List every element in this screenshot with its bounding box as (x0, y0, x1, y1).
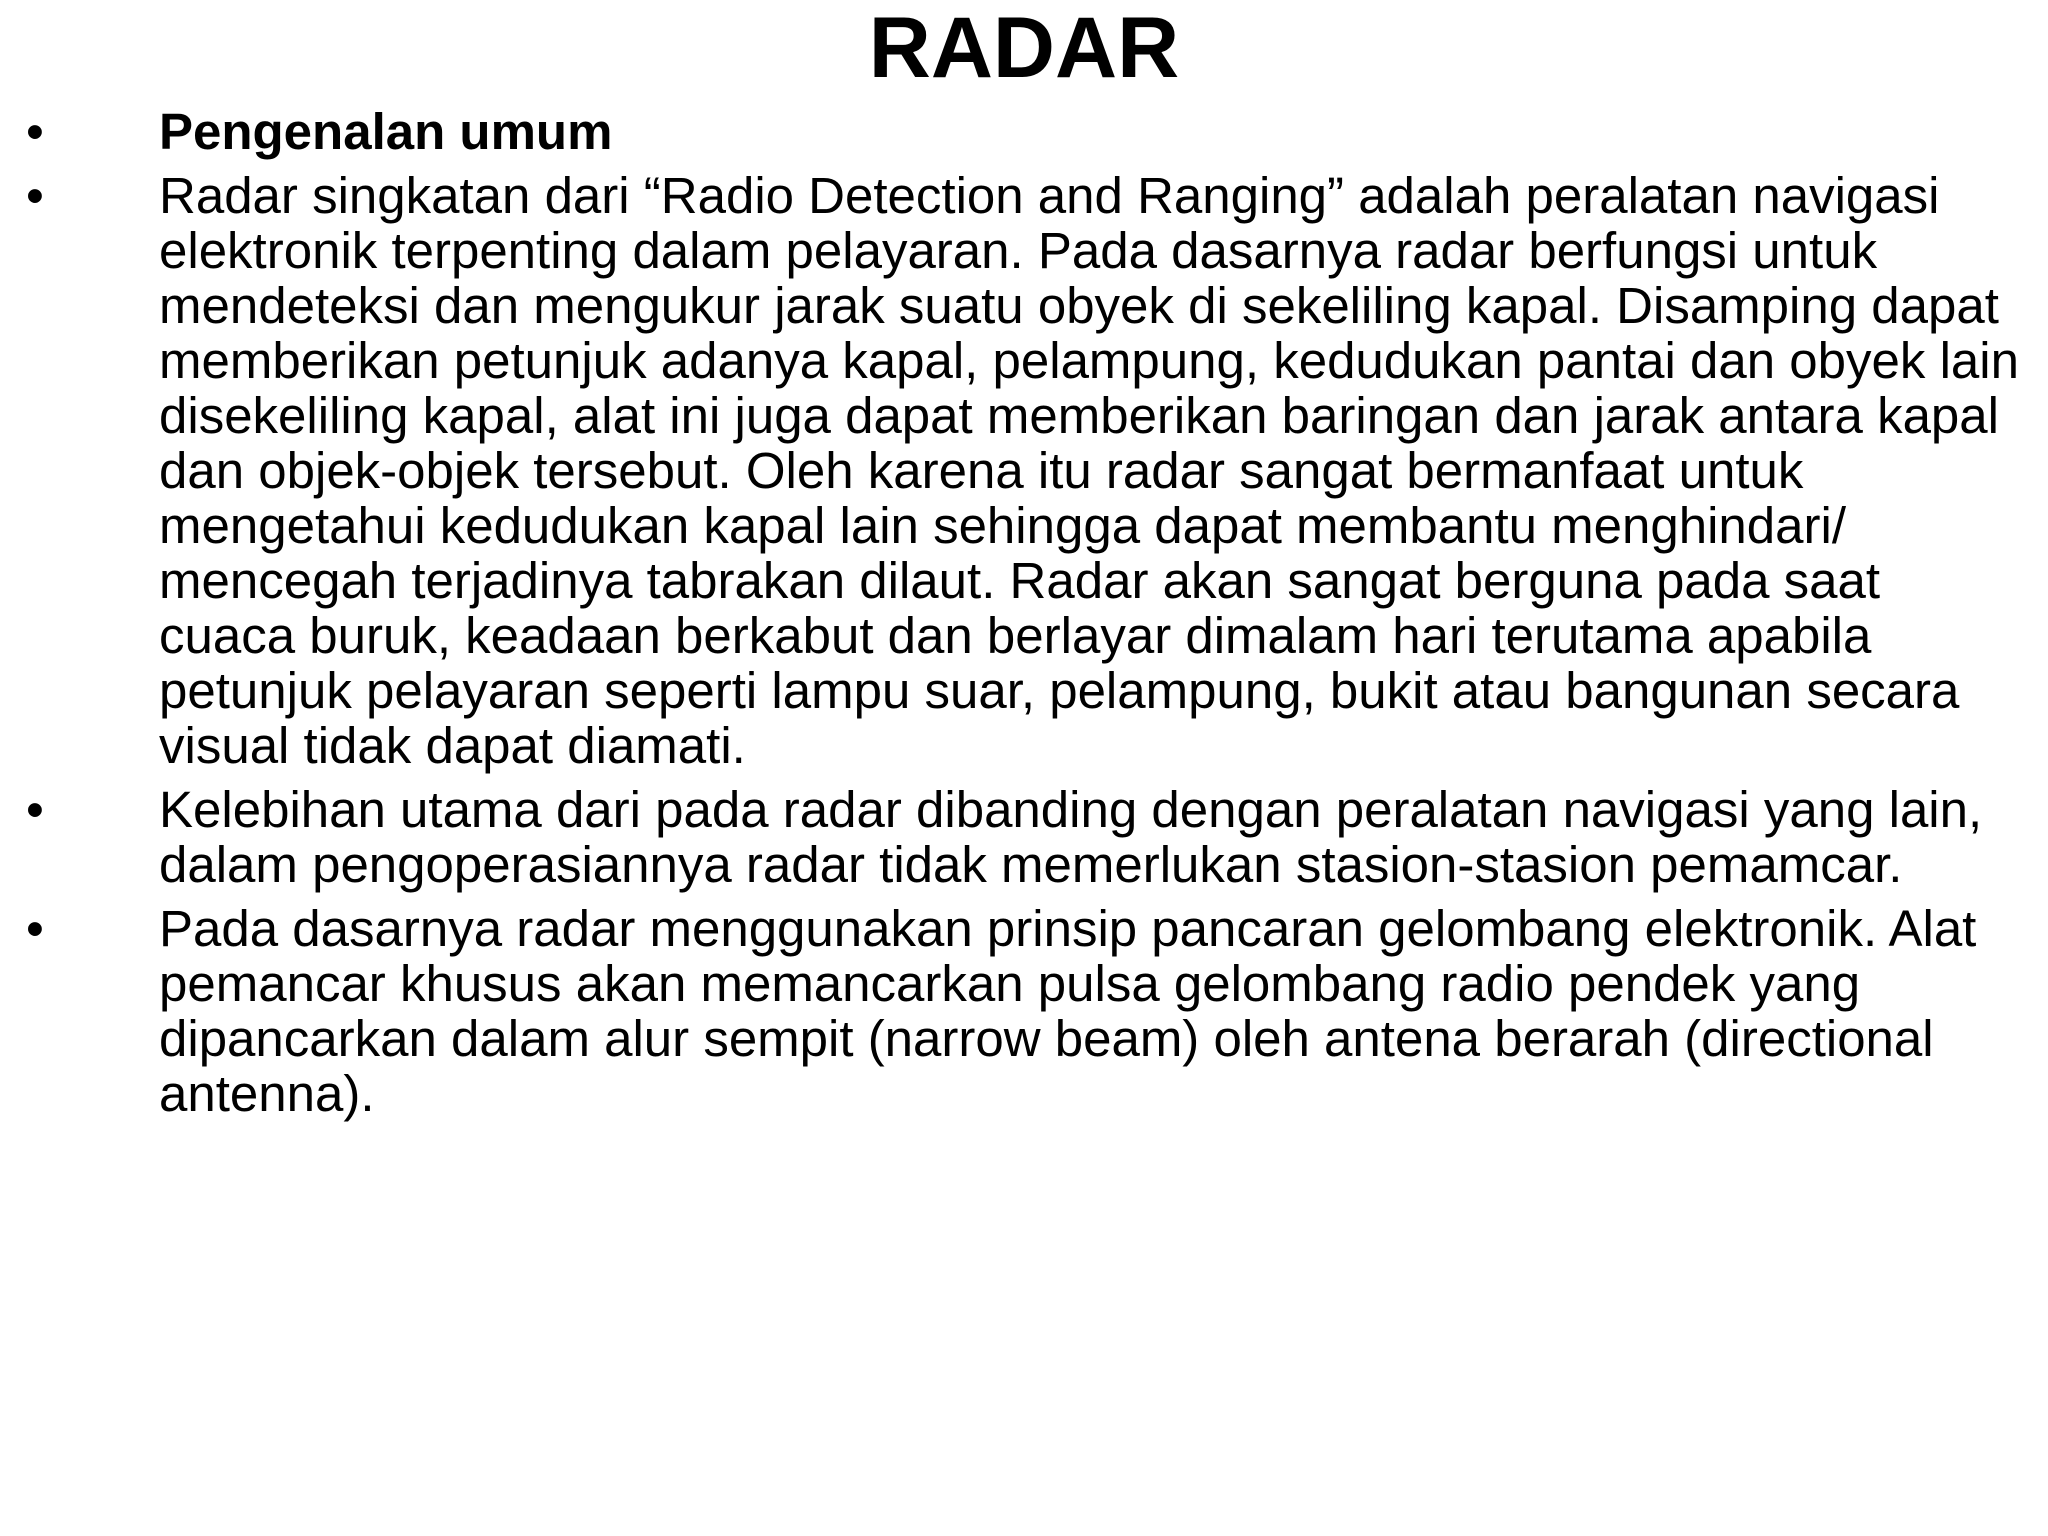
bullet-marker: • (26, 781, 44, 838)
bullet-item-principle (0, 901, 2048, 1121)
bullet-marker: • (26, 103, 44, 160)
bullet-text: Pada dasarnya radar menggunakan prinsip pancaran gelombang elektronik. Alat pemancar khusus akan memancarkan pulsa gelombang radio pendek yang dipancarkan dalam alur sempit (narrow beam) oleh antena berarah (directional antenna). (159, 900, 1977, 1122)
bullet-text: Kelebihan utama dari pada radar dibanding dengan peralatan navigasi yang lain, dalam pengoperasiannya radar tidak memerlukan stasion-stasion pemamcar. (159, 781, 1983, 893)
bullet-text: Pengenalan umum (159, 103, 613, 160)
bullet-item-intro-heading (0, 104, 2048, 159)
bullet-list (0, 104, 2048, 1121)
bullet-item-advantage (0, 782, 2048, 892)
bullet-item-definition (0, 168, 2048, 773)
bullet-text: Radar singkatan dari “Radio Detection and Ranging” adalah peralatan navigasi elektronik terpenting dalam pelayaran. Pada dasarnya radar berfungsi untuk mendeteksi dan mengukur jarak suatu obyek di sekeliling kapal. Disamping dapat memberikan petunjuk adanya kapal, pelampung, kedudukan pantai dan obyek lain disekeliling kapal, alat ini juga dapat memberikan baringan dan jarak antara kapal dan objek-objek tersebut. Oleh karena itu radar sangat bermanfaat untuk mengetahui kedudukan kapal lain sehingga dapat membantu menghindari/ mencegah terjadinya tabrakan dilaut. Radar akan sangat berguna pada saat cuaca buruk, keadaan berkabut dan berlayar dimalam hari terutama apabila petunjuk pelayaran seperti lampu suar, pelampung, bukit atau bangunan secara visual tidak dapat diamati. (159, 167, 2019, 774)
bullet-marker: • (26, 167, 44, 224)
slide-title: RADAR (868, 0, 1180, 96)
bullet-marker: • (26, 900, 44, 957)
